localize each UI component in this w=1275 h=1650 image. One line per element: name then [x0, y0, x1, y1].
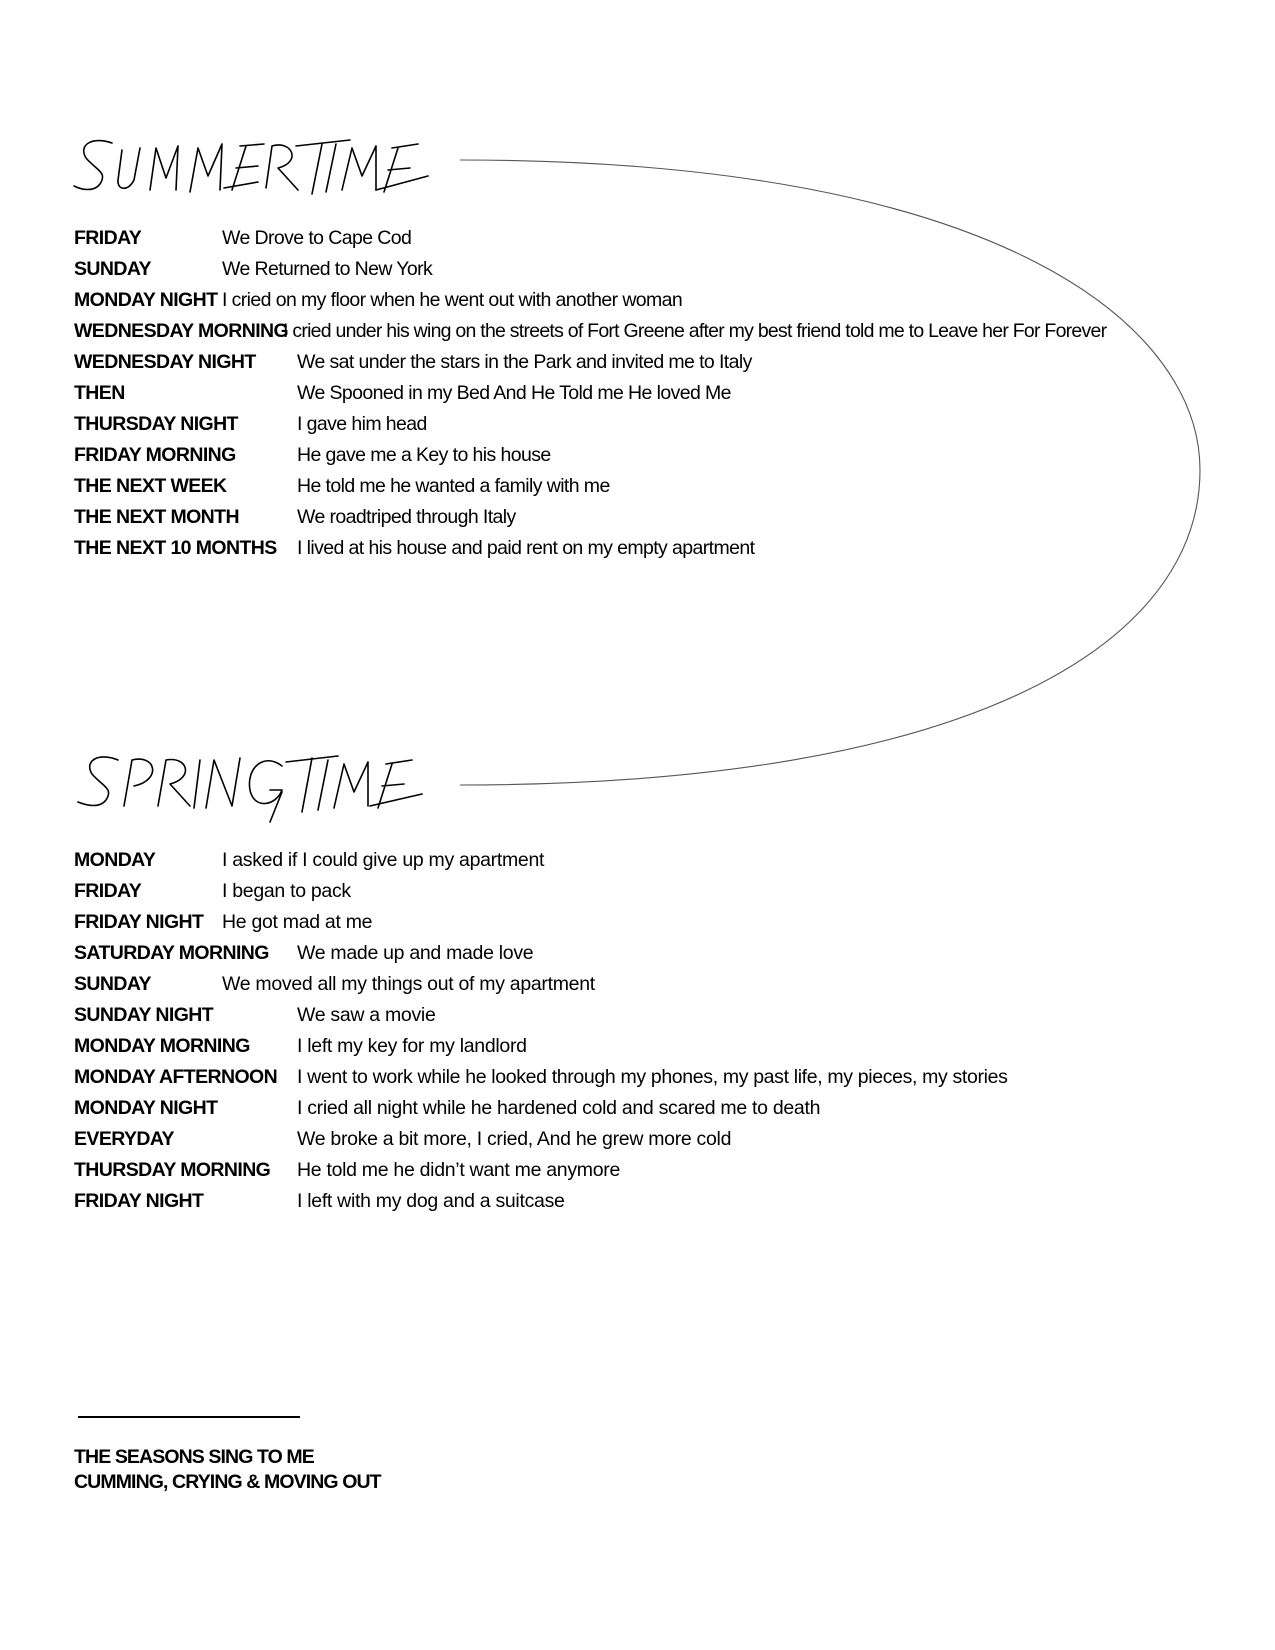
entry-text: We Returned to New York: [222, 258, 433, 280]
entry-text: We saw a movie: [297, 1004, 436, 1026]
day-label: THEN: [74, 382, 125, 404]
footer-caption: [74, 1445, 381, 1495]
entry-text: I went to work while he looked through my phones, my past life, my pieces, my stories: [297, 1066, 1008, 1088]
day-label: WEDNESDAY MORNING: [74, 320, 289, 342]
entry-text: We broke a bit more, I cried, And he grew more cold: [297, 1128, 732, 1150]
entry-text: He gave me a Key to his house: [297, 444, 551, 466]
entry-text: He got mad at me: [222, 911, 373, 933]
day-label: EVERYDAY: [74, 1128, 174, 1150]
day-label: FRIDAY: [74, 227, 142, 249]
footer-line-1: THE SEASONS SING TO ME: [74, 1446, 314, 1468]
day-label: FRIDAY NIGHT: [74, 1190, 204, 1212]
day-label: FRIDAY: [74, 880, 142, 902]
day-label: SATURDAY MORNING: [74, 942, 269, 964]
day-label: SUNDAY: [74, 973, 151, 995]
entry-text: I left my key for my landlord: [297, 1035, 527, 1057]
day-label: MONDAY NIGHT: [74, 1097, 218, 1119]
entry-text: I gave him head: [297, 413, 427, 435]
day-label: THURSDAY MORNING: [74, 1159, 271, 1181]
day-label: THE NEXT 10 MONTHS: [74, 537, 277, 559]
day-label: SUNDAY NIGHT: [74, 1004, 214, 1026]
summertime-title: [74, 140, 81, 141]
entry-text: I left with my dog and a suitcase: [297, 1190, 565, 1212]
footer-divider: [78, 1416, 300, 1418]
entry-text: I lived at his house and paid rent on my empty apartment: [297, 537, 755, 559]
springtime-handwritten-title: [78, 756, 422, 822]
entry-text: We Spooned in my Bed And He Told me He loved Me: [297, 382, 731, 404]
day-label: WEDNESDAY NIGHT: [74, 351, 256, 373]
entry-text: He told me he didn’t want me anymore: [297, 1159, 621, 1181]
day-label: FRIDAY MORNING: [74, 444, 236, 466]
day-label: MONDAY: [74, 849, 156, 871]
day-label: MONDAY MORNING: [74, 1035, 250, 1057]
footer-line-2: CUMMING, CRYING & MOVING OUT: [74, 1471, 381, 1493]
entry-text: We Drove to Cape Cod: [222, 227, 412, 249]
entry-text: We sat under the stars in the Park and invited me to Italy: [297, 351, 752, 373]
day-label: MONDAY AFTERNOON: [74, 1066, 278, 1088]
day-label: THE NEXT MONTH: [74, 506, 239, 528]
entry-text: He told me he wanted a family with me: [297, 475, 610, 497]
day-label: THE NEXT WEEK: [74, 475, 227, 497]
entry-text: We roadtriped through Italy: [297, 506, 516, 528]
springtime-title: [74, 755, 80, 756]
entry-text: I cried all night while he hardened cold and scared me to death: [297, 1097, 821, 1119]
summertime-handwritten-title: [74, 140, 428, 194]
day-label: MONDAY NIGHT: [74, 289, 218, 311]
entry-text: I cried under his wing on the streets of Fort Greene after my best friend told me to Leave her For Forever: [283, 320, 1107, 342]
entry-text: We moved all my things out of my apartment: [222, 973, 595, 995]
entry-text: I asked if I could give up my apartment: [222, 849, 545, 871]
day-label: SUNDAY: [74, 258, 151, 280]
day-label: THURSDAY NIGHT: [74, 413, 238, 435]
entry-text: I cried on my floor when he went out with another woman: [222, 289, 683, 311]
day-label: FRIDAY NIGHT: [74, 911, 204, 933]
entry-text: I began to pack: [222, 880, 351, 902]
entry-text: We made up and made love: [297, 942, 534, 964]
